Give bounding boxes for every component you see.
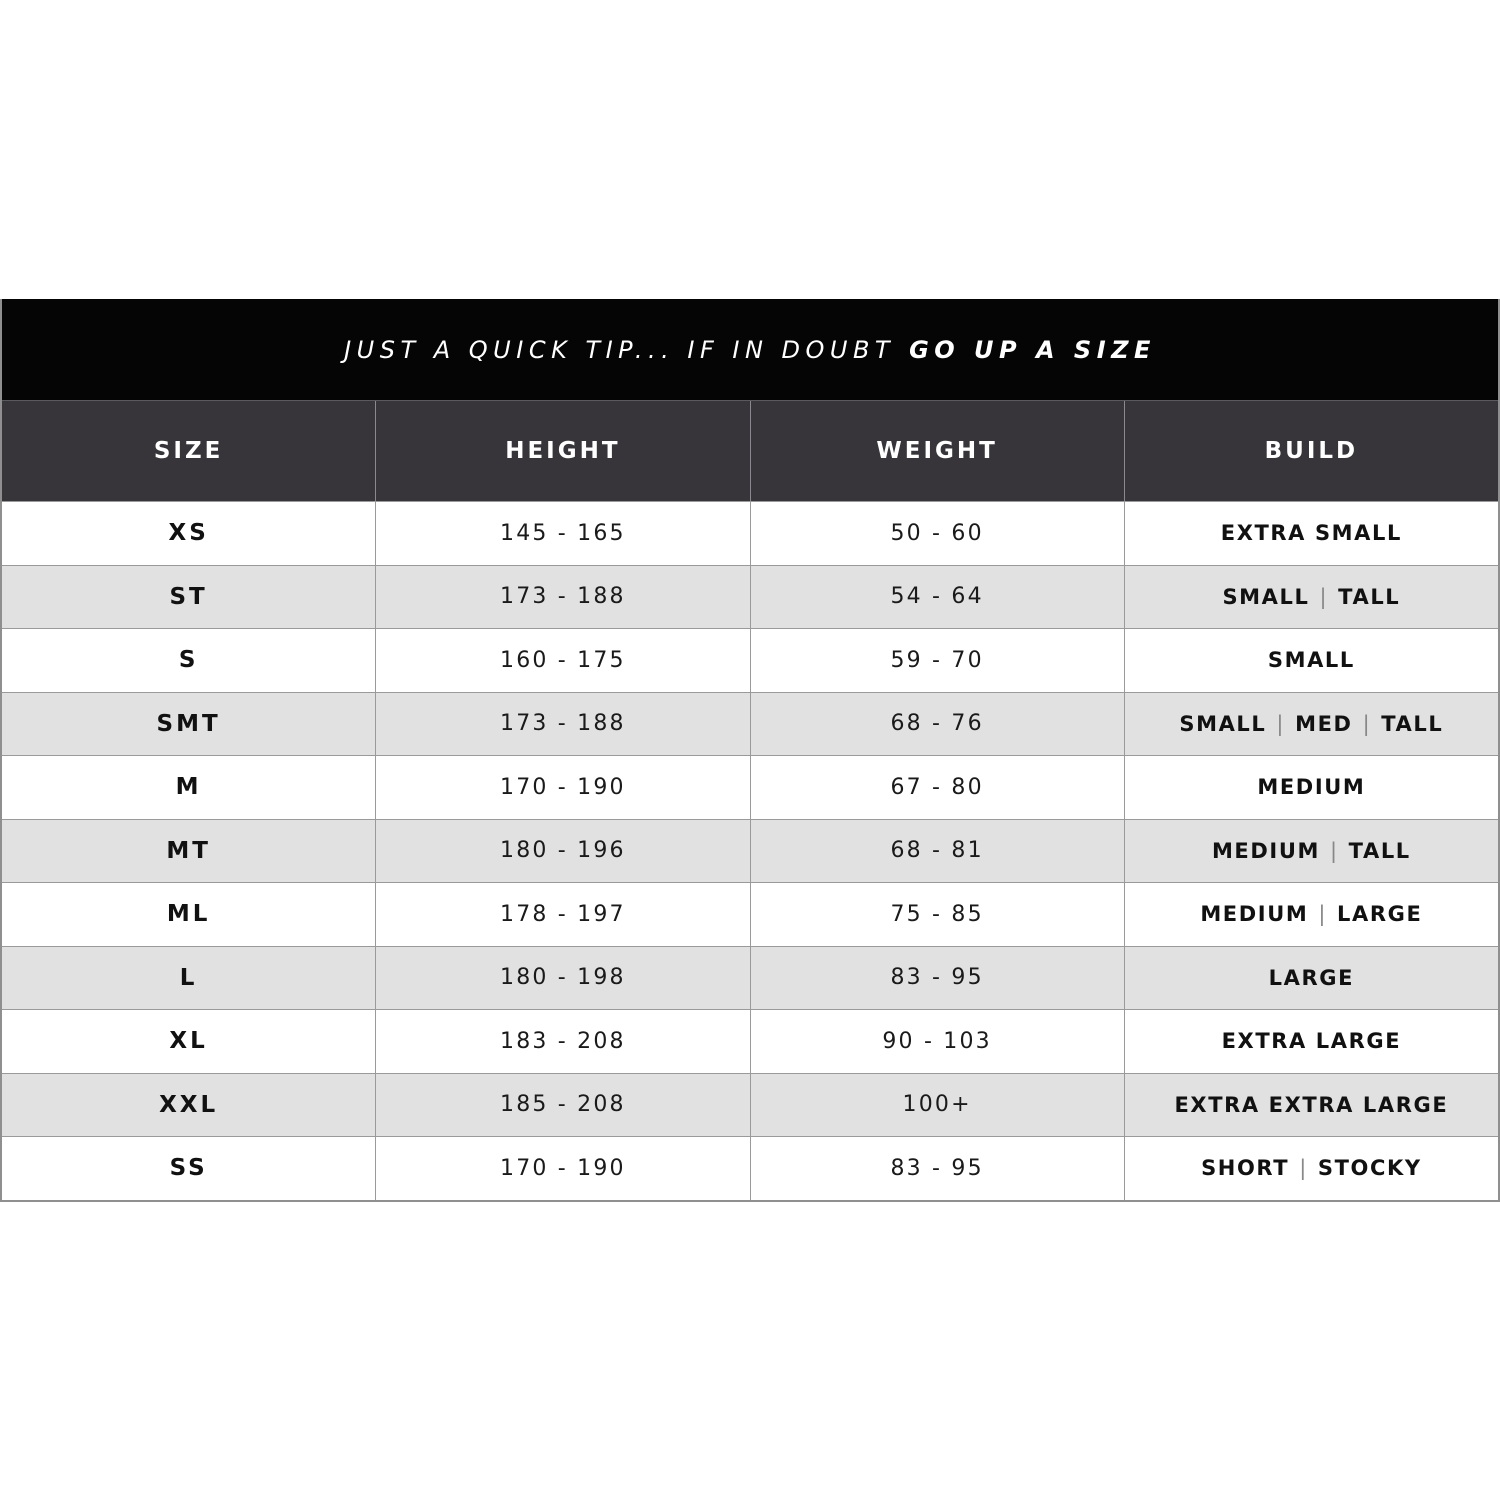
- build-part: SMALL: [1267, 648, 1355, 673]
- header-size: SIZE: [2, 401, 376, 501]
- build-separator: |: [1329, 838, 1339, 863]
- build-separator: |: [1362, 711, 1372, 736]
- build-part: TALL: [1338, 584, 1401, 609]
- size-cell: MT: [2, 820, 376, 883]
- weight-cell: 59 - 70: [751, 629, 1125, 692]
- build-cell: [1125, 566, 1498, 629]
- build-cell: [1125, 1137, 1498, 1200]
- table-row: [2, 1136, 1498, 1200]
- table-row: [2, 882, 1498, 946]
- build-part: MEDIUM: [1257, 775, 1366, 800]
- build-part: EXTRA EXTRA LARGE: [1174, 1092, 1449, 1117]
- build-cell: [1125, 883, 1498, 946]
- build-part: SHORT: [1201, 1156, 1290, 1181]
- height-cell: 185 - 208: [376, 1074, 750, 1137]
- size-cell: L: [2, 947, 376, 1010]
- build-cell: [1125, 1074, 1498, 1137]
- weight-cell: 100+: [751, 1074, 1125, 1137]
- build-cell: [1125, 756, 1498, 819]
- height-cell: 170 - 190: [376, 756, 750, 819]
- height-cell: 160 - 175: [376, 629, 750, 692]
- tip-prefix: JUST A QUICK TIP... IF IN DOUBT: [344, 335, 896, 364]
- weight-cell: 68 - 81: [751, 820, 1125, 883]
- height-cell: 183 - 208: [376, 1010, 750, 1073]
- size-cell: ML: [2, 883, 376, 946]
- weight-cell: 67 - 80: [751, 756, 1125, 819]
- size-cell: XL: [2, 1010, 376, 1073]
- build-cell: [1125, 629, 1498, 692]
- height-cell: 180 - 196: [376, 820, 750, 883]
- header-height: HEIGHT: [376, 401, 750, 501]
- height-cell: 173 - 188: [376, 693, 750, 756]
- build-part: MED: [1295, 711, 1353, 736]
- build-part: TALL: [1348, 838, 1411, 863]
- weight-cell: 50 - 60: [751, 502, 1125, 565]
- header-build: BUILD: [1264, 438, 1359, 464]
- build-part: STOCKY: [1317, 1156, 1422, 1181]
- table-row: [2, 1009, 1498, 1073]
- tip-emphasis: GO UP A SIZE: [909, 335, 1156, 364]
- build-part: SMALL: [1222, 584, 1310, 609]
- build-separator: |: [1319, 584, 1329, 609]
- height-cell: 180 - 198: [376, 947, 750, 1010]
- table-row: [2, 628, 1498, 692]
- size-cell: SMT: [2, 693, 376, 756]
- table-body: [2, 501, 1498, 1200]
- weight-cell: 83 - 95: [751, 947, 1125, 1010]
- size-cell: M: [2, 756, 376, 819]
- build-separator: |: [1318, 902, 1328, 927]
- build-part: EXTRA SMALL: [1220, 521, 1402, 546]
- build-part: MEDIUM: [1211, 838, 1320, 863]
- size-cell: S: [2, 629, 376, 692]
- table-row: [2, 819, 1498, 883]
- build-part: SMALL: [1179, 711, 1267, 736]
- height-cell: 145 - 165: [376, 502, 750, 565]
- weight-cell: 54 - 64: [751, 566, 1125, 629]
- table-row: [2, 501, 1498, 565]
- table-row: [2, 692, 1498, 756]
- size-cell: XXL: [2, 1074, 376, 1137]
- build-part: MEDIUM: [1200, 902, 1309, 927]
- height-cell: 173 - 188: [376, 566, 750, 629]
- build-separator: |: [1276, 711, 1286, 736]
- table-row: [2, 565, 1498, 629]
- build-cell: [1125, 693, 1498, 756]
- size-chart-table: [0, 299, 1500, 1202]
- table-row: [2, 755, 1498, 819]
- build-cell: [1125, 1010, 1498, 1073]
- build-cell: [1125, 820, 1498, 883]
- build-part: LARGE: [1268, 965, 1355, 990]
- height-cell: 178 - 197: [376, 883, 750, 946]
- table-row: [2, 946, 1498, 1010]
- build-separator: |: [1299, 1156, 1308, 1181]
- weight-cell: 83 - 95: [751, 1137, 1125, 1200]
- size-cell: SS: [2, 1137, 376, 1200]
- header-weight: WEIGHT: [751, 401, 1125, 501]
- build-part: EXTRA LARGE: [1221, 1029, 1402, 1054]
- size-cell: ST: [2, 566, 376, 629]
- build-cell: [1125, 502, 1498, 565]
- weight-cell: 75 - 85: [751, 883, 1125, 946]
- weight-cell: 68 - 76: [751, 693, 1125, 756]
- tip-banner: [2, 299, 1498, 400]
- build-part: LARGE: [1337, 902, 1423, 927]
- weight-cell: 90 - 103: [751, 1010, 1125, 1073]
- table-row: [2, 1073, 1498, 1137]
- build-cell: [1125, 947, 1498, 1010]
- size-cell: XS: [2, 502, 376, 565]
- height-cell: 170 - 190: [376, 1137, 750, 1200]
- table-header-row: [2, 400, 1498, 501]
- build-part: TALL: [1381, 711, 1444, 736]
